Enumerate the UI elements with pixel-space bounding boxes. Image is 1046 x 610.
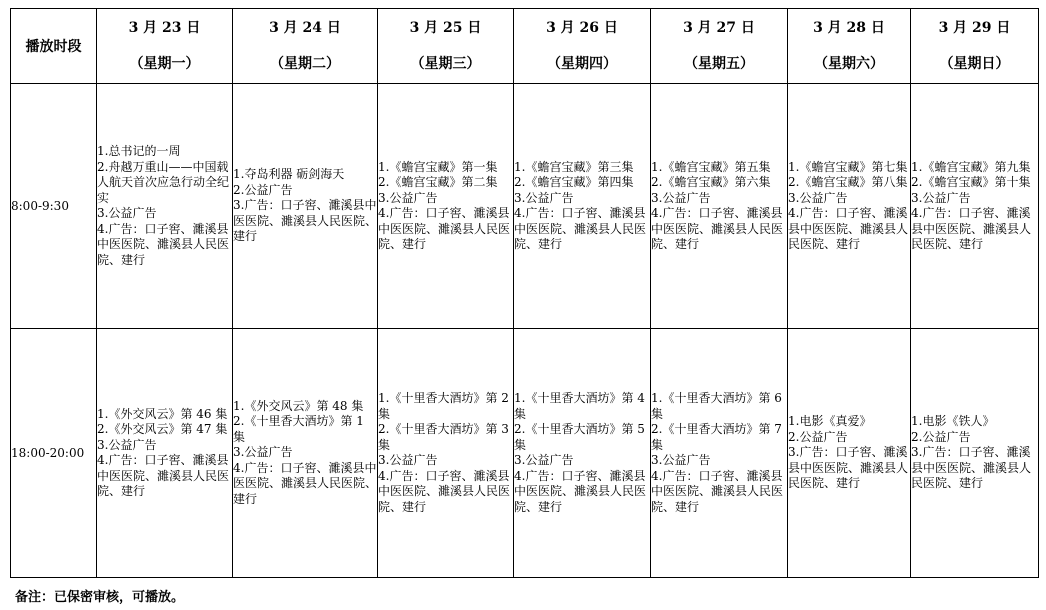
day-date: 3 月 29 日 xyxy=(938,20,1011,36)
program-item: 1.《十里香大酒坊》第 2 集 xyxy=(378,391,509,421)
day-weekday: （星期日） xyxy=(939,56,1010,72)
program-item: 1.《蟾宫宝藏》第三集 xyxy=(514,159,634,174)
program-item: 4.广告：口子窖、濉溪县中医医院、濉溪县人民医院、建行 xyxy=(514,206,647,251)
program-cell xyxy=(378,329,514,578)
program-item: 4.广告：口子窖、濉溪县中医医院、濉溪县人民医院、建行 xyxy=(651,468,784,514)
time-slot-label: 8:00-9:30 xyxy=(11,84,97,329)
program-item: 3.公益广告 xyxy=(651,190,711,205)
program-item: 2.《外交风云》第 47 集 xyxy=(97,422,228,436)
program-item: 3.公益广告 xyxy=(378,190,438,205)
day-weekday: （星期五） xyxy=(684,56,754,72)
day-header-sun xyxy=(911,9,1039,84)
program-cell xyxy=(788,329,911,578)
program-item: 2.舟越万重山——中国载人航天首次应急行动全纪实 xyxy=(97,159,230,205)
program-item: 3.公益广告 xyxy=(651,453,711,467)
program-item: 3.公益广告 xyxy=(788,190,848,205)
program-cell xyxy=(651,84,788,329)
program-item: 2.《蟾宫宝藏》第八集 xyxy=(788,175,908,189)
day-date: 3 月 28 日 xyxy=(813,20,885,36)
day-weekday: （星期一） xyxy=(129,56,200,72)
program-cell xyxy=(514,329,651,578)
program-cell xyxy=(233,329,378,578)
program-item: 4.广告：口子窖、濉溪县中医医院、濉溪县人民医院、建行 xyxy=(378,468,511,514)
schedule-row-morning xyxy=(11,84,1039,329)
program-item: 4.广告：口子窖、濉溪县中医医院、濉溪县人民医院、建行 xyxy=(97,453,230,498)
program-item: 3.公益广告 xyxy=(97,437,157,452)
program-item: 4.广告：口子窖、濉溪县中医医院、濉溪县人民医院、建行 xyxy=(233,460,378,506)
program-item: 4.广告：口子窖、濉溪县中医医院、濉溪县人民医院、建行 xyxy=(97,221,230,267)
program-item: 2.《蟾宫宝藏》第二集 xyxy=(378,175,498,189)
program-item: 4.广告：口子窖、濉溪县中医医院、濉溪县人民医院、建行 xyxy=(911,206,1032,251)
day-header-tue xyxy=(233,9,378,84)
day-date: 3 月 24 日 xyxy=(269,20,341,36)
program-item: 3.公益广告 xyxy=(233,445,293,460)
program-item: 1.《蟾宫宝藏》第七集 xyxy=(788,159,908,174)
program-item: 2.《十里香大酒坊》第 3 集 xyxy=(378,422,509,452)
program-cell xyxy=(97,84,233,329)
day-date: 3 月 27 日 xyxy=(683,20,755,36)
program-item: 3.广告：口子窖、濉溪县中医医院、濉溪县人民医院、建行 xyxy=(788,445,909,491)
program-cell xyxy=(514,84,651,329)
day-header-fri xyxy=(651,9,788,84)
program-item: 1.《蟾宫宝藏》第一集 xyxy=(378,159,498,174)
day-header-sat xyxy=(788,9,911,84)
program-item: 1.《蟾宫宝藏》第五集 xyxy=(651,159,771,174)
program-item: 2.《十里香大酒坊》第 1 集 xyxy=(233,414,364,444)
program-item: 2.公益广告 xyxy=(788,429,848,444)
program-cell xyxy=(233,84,378,329)
footnote: 备注：已保密审核，可播放。 xyxy=(15,590,185,605)
program-cell xyxy=(651,329,788,578)
program-cell xyxy=(97,329,233,578)
program-item: 2.《蟾宫宝藏》第十集 xyxy=(911,175,1031,189)
day-header-mon xyxy=(97,9,233,84)
day-weekday: （星期三） xyxy=(410,56,481,72)
program-item: 2.公益广告 xyxy=(911,429,971,444)
program-item: 4.广告：口子窖、濉溪县中医医院、濉溪县人民医院、建行 xyxy=(788,206,909,251)
program-item: 1.《十里香大酒坊》第 4 集 xyxy=(514,391,645,421)
program-cell xyxy=(911,84,1039,329)
program-item: 2.《蟾宫宝藏》第四集 xyxy=(514,175,634,189)
day-weekday: （星期二） xyxy=(270,56,340,72)
schedule-row-evening xyxy=(11,329,1039,578)
program-item: 1.电影《铁人》 xyxy=(911,414,995,429)
program-item: 4.广告：口子窖、濉溪县中医医院、濉溪县人民医院、建行 xyxy=(378,206,511,251)
program-item: 4.广告：口子窖、濉溪县中医医院、濉溪县人民医院、建行 xyxy=(514,468,647,514)
schedule-table xyxy=(10,8,1039,578)
program-cell xyxy=(788,84,911,329)
day-date: 3 月 25 日 xyxy=(409,20,482,36)
program-item: 1.《外交风云》第 46 集 xyxy=(97,406,228,421)
program-item: 1.夺岛利器 砺剑海天 xyxy=(233,167,345,182)
day-date: 3 月 23 日 xyxy=(128,20,201,36)
program-item: 3.公益广告 xyxy=(514,453,574,467)
program-cell xyxy=(378,84,514,329)
time-slot-label: 18:00-20:00 xyxy=(11,329,97,578)
program-cell xyxy=(911,329,1039,578)
program-item: 3.广告：口子窖、濉溪县中医医院、濉溪县人民医院、建行 xyxy=(911,445,1032,491)
day-date: 3 月 26 日 xyxy=(546,20,618,36)
program-item: 1.《十里香大酒坊》第 6 集 xyxy=(651,391,782,421)
day-weekday: （星期四） xyxy=(547,56,617,72)
program-item: 2.《十里香大酒坊》第 5 集 xyxy=(514,422,645,452)
program-item: 1.总书记的一周 xyxy=(97,144,181,158)
program-item: 1.《蟾宫宝藏》第九集 xyxy=(911,159,1031,174)
program-item: 3.广告：口子窖、濉溪县中医医院、濉溪县人民医院、建行 xyxy=(233,198,378,244)
program-item: 1.《外交风云》第 48 集 xyxy=(233,398,364,413)
header-row xyxy=(11,9,1039,84)
day-weekday: （星期六） xyxy=(814,56,884,72)
program-item: 1.电影《真爱》 xyxy=(788,414,872,429)
day-header-thu xyxy=(514,9,651,84)
program-item: 3.公益广告 xyxy=(97,206,157,220)
program-item: 3.公益广告 xyxy=(514,190,574,205)
program-item: 2.《十里香大酒坊》第 7 集 xyxy=(651,422,782,452)
program-item: 2.公益广告 xyxy=(233,182,293,197)
program-item: 3.公益广告 xyxy=(911,190,971,205)
slot-column-header: 播放时段 xyxy=(11,9,97,84)
day-header-wed xyxy=(378,9,514,84)
program-item: 3.公益广告 xyxy=(378,453,438,467)
program-item: 4.广告：口子窖、濉溪县中医医院、濉溪县人民医院、建行 xyxy=(651,206,784,251)
program-item: 2.《蟾宫宝藏》第六集 xyxy=(651,175,771,189)
